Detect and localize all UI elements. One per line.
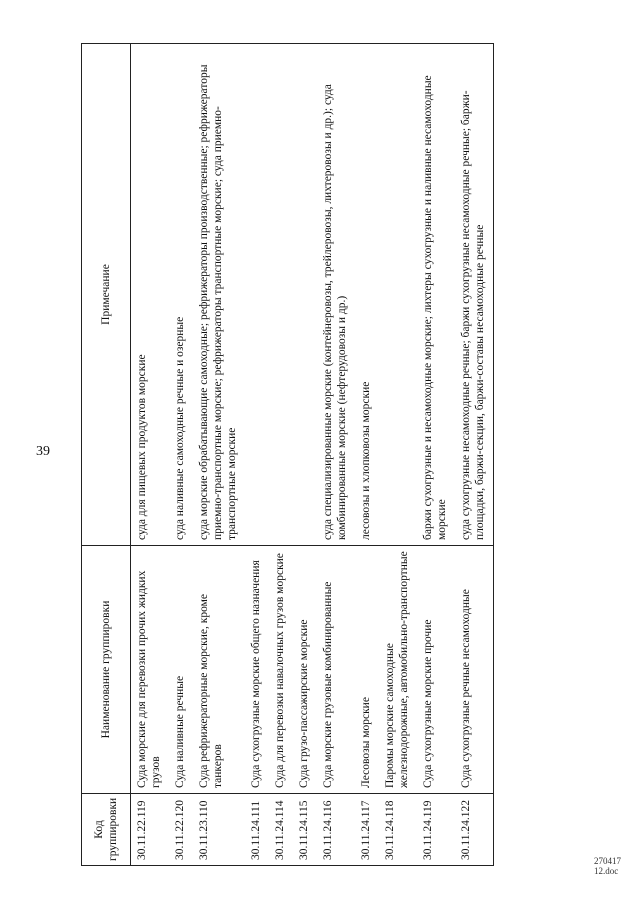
header-name: Наименование группировки bbox=[82, 546, 131, 794]
row-note: суда наливные самоходные речные и озерные bbox=[169, 44, 193, 546]
table-row bbox=[379, 44, 417, 866]
page-number: 39 bbox=[36, 444, 50, 459]
table-row bbox=[355, 44, 379, 866]
row-code: 30.11.22.119 bbox=[131, 794, 170, 866]
row-code: 30.11.24.111 bbox=[245, 794, 269, 866]
row-note bbox=[269, 44, 293, 546]
table-row bbox=[193, 44, 245, 866]
row-note: лесовозы и хлопковозы морские bbox=[355, 44, 379, 546]
row-code: 30.11.22.120 bbox=[169, 794, 193, 866]
table-row bbox=[269, 44, 293, 866]
row-code: 30.11.24.115 bbox=[293, 794, 317, 866]
row-code: 30.11.24.116 bbox=[317, 794, 355, 866]
row-code: 30.11.24.119 bbox=[417, 794, 455, 866]
row-name: Суда морские для перевозки прочих жидких грузов bbox=[131, 546, 170, 794]
footer-filename: 270417 12.doc bbox=[594, 856, 621, 876]
table-row bbox=[455, 44, 494, 866]
classification-table-rotated bbox=[81, 44, 637, 866]
row-code: 30.11.24.117 bbox=[355, 794, 379, 866]
header-code: Код группировки bbox=[82, 794, 131, 866]
row-code: 30.11.24.122 bbox=[455, 794, 494, 866]
row-name: Паромы морские самоходные железнодорожные, автомобильно-транспортные bbox=[379, 546, 417, 794]
table-row bbox=[169, 44, 193, 866]
table-row bbox=[131, 44, 170, 866]
row-name: Суда морские грузовые комбинированные bbox=[317, 546, 355, 794]
row-code: 30.11.23.110 bbox=[193, 794, 245, 866]
row-name: Суда грузо-пассажирские морские bbox=[293, 546, 317, 794]
row-note: суда сухогрузные несамоходные речные; баржи сухогрузные несамоходные речные; баржи-площадки, баржи-секции, баржи-составы несамоходные речные bbox=[455, 44, 494, 546]
row-name: Суда рефрижераторные морские, кроме танкеров bbox=[193, 546, 245, 794]
row-note: суда морские обрабатывающие самоходные; рефрижераторы производственные; рефрижераторы приемно-транспортные морские; рефрижераторы транспортные морские; суда приемно-транспортные морские bbox=[193, 44, 245, 546]
table-row bbox=[417, 44, 455, 866]
table-row bbox=[245, 44, 269, 866]
row-name: Суда сухогрузные морские общего назначения bbox=[245, 546, 269, 794]
row-code: 30.11.24.114 bbox=[269, 794, 293, 866]
row-note: суда специализированные морские (контейнеровозы, трейлеровозы, лихтеровозы и др.); суда комбинированные морские (нефтерудовозы и др.) bbox=[317, 44, 355, 546]
row-note bbox=[245, 44, 269, 546]
table-header-row bbox=[82, 44, 131, 866]
row-note: суда для пищевых продуктов морские bbox=[131, 44, 170, 546]
classification-table bbox=[81, 43, 494, 866]
row-note: баржи сухогрузные и несамоходные морские; лихтеры сухогрузные и наливные несамоходные морские bbox=[417, 44, 455, 546]
row-note bbox=[379, 44, 417, 546]
row-name: Суда наливные речные bbox=[169, 546, 193, 794]
row-name: Суда сухогрузные морские прочие bbox=[417, 546, 455, 794]
row-note bbox=[293, 44, 317, 546]
row-name: Лесовозы морские bbox=[355, 546, 379, 794]
row-code: 30.11.24.118 bbox=[379, 794, 417, 866]
row-name: Суда для перевозки навалочных грузов морские bbox=[269, 546, 293, 794]
header-note: Примечание bbox=[82, 44, 131, 546]
table-row bbox=[317, 44, 355, 866]
table-row bbox=[293, 44, 317, 866]
row-name: Суда сухогрузные речные несамоходные bbox=[455, 546, 494, 794]
